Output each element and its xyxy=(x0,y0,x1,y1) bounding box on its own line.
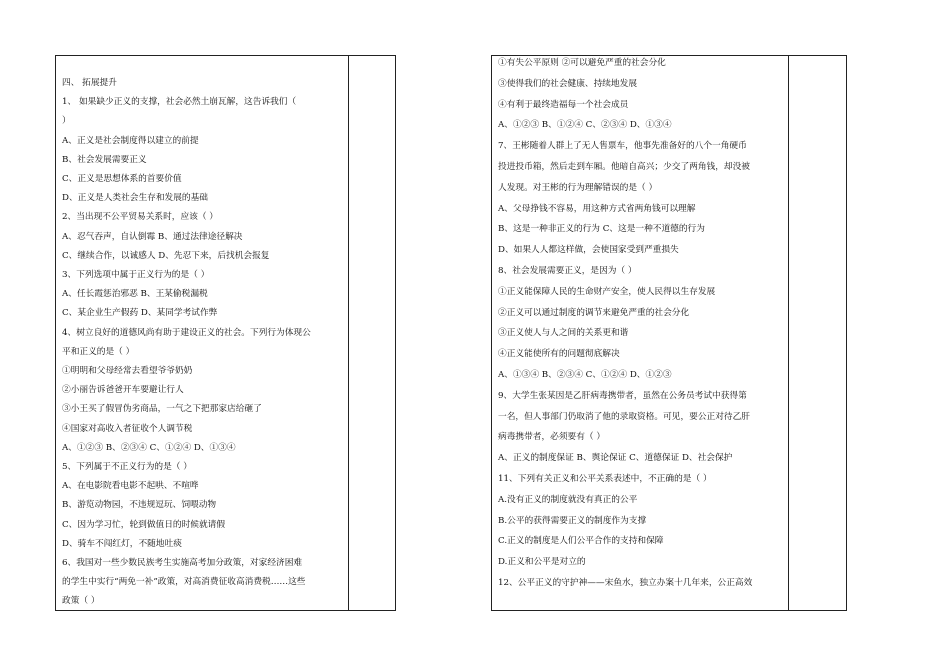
text-line: A、父母挣钱不容易，用这种方式省两角钱可以理解 xyxy=(498,203,696,214)
text-line: B、这是一种非正义的行为 C、这是一种不道德的行为 xyxy=(498,224,705,235)
text-line: ④正义能使所有的问题彻底解决 xyxy=(498,349,620,360)
text-line: 11、下列有关正义和公平关系表述中，不正确的是（ ） xyxy=(498,474,712,484)
text-line: 四、 拓展提升 xyxy=(62,78,117,88)
text-line: B、社会发展需要正义 xyxy=(62,154,147,165)
text-line: ） xyxy=(62,116,71,127)
text-line: ②正义可以通过制度的调节来避免严重的社会分化 xyxy=(498,307,690,318)
text-line: 2、当出现不公平贸易关系时，应该（ ） xyxy=(62,212,218,223)
text-line: A、正义的制度保证 B、舆论保证 C、道德保证 D、社会保护 xyxy=(498,453,733,464)
left-page xyxy=(55,55,396,611)
text-line: C、因为学习忙，轮到做值日的时候就请假 xyxy=(62,519,226,530)
text-line: ③使得我们的社会健康、持续地发展 xyxy=(498,78,637,89)
text-line: 8、社会发展需要正义，是因为（ ） xyxy=(498,266,637,276)
text-line: ①明明和父母经常去看望爷爷奶奶 xyxy=(62,366,193,376)
text-line: 一名，但人事部门仍取消了他的录取资格。可见，要公正对待乙肝 xyxy=(498,411,750,422)
text-line: A、①②③ B、①②④ C、②③④ D、①③④ xyxy=(498,120,672,131)
text-line: C、正义是思想体系的首要价值 xyxy=(62,174,182,184)
text-line: 政策（ ） xyxy=(62,596,100,607)
text-line: 平和正义的是（ ） xyxy=(62,346,135,357)
text-line: ③正义使人与人之间的关系更和谐 xyxy=(498,328,629,339)
left-page-margin-column xyxy=(348,56,349,610)
text-line: C、继续合作，以诚感人 D、先忍下来，后找机会报复 xyxy=(62,250,270,261)
text-line: D、骑车不闯红灯，不随地吐痰 xyxy=(62,538,182,549)
text-line: 5、下列属于不正义行为的是（ ） xyxy=(62,462,192,472)
text-line: ①有失公平原则 ②可以避免严重的社会分化 xyxy=(498,58,666,68)
text-line: B、游览动物园，不违规逗玩、饲喂动物 xyxy=(62,500,217,511)
text-line: D.正义和公平是对立的 xyxy=(498,557,586,568)
text-line: C、某企业生产假药 D、某同学考试作弊 xyxy=(62,308,218,319)
text-line: ②小丽告诉爸爸开车要避让行人 xyxy=(62,385,184,396)
text-line: A、忍气吞声，自认倒霉 B、通过法律途径解决 xyxy=(62,231,243,242)
right-page xyxy=(491,55,847,611)
text-line: 的学生中实行“两免一补”政策，对高消费征收高消费税……这些 xyxy=(62,577,306,588)
text-line: 4、树立良好的道德风尚有助于建设正义的社会。下列行为体现公 xyxy=(62,327,311,338)
text-line: ④有利于最终造福每一个社会成员 xyxy=(498,99,629,110)
text-line: 病毒携带者，必须要有（ ） xyxy=(498,432,606,443)
text-line: A、在电影院看电影不起哄、不喧哗 xyxy=(62,481,199,492)
text-line: A、①②③ B、②③④ C、①②④ D、①③④ xyxy=(62,442,236,453)
text-line: 1、 如果缺少正义的支撑，社会必然土崩瓦解，这告诉我们（ xyxy=(62,97,297,108)
text-line: C.正义的制度是人们公平合作的支持和保障 xyxy=(498,536,664,547)
text-line: 12、公平正义的守护神——宋鱼水，独立办案十几年来，公正高效 xyxy=(498,578,753,588)
text-line: ④国家对高收入者征收个人调节税 xyxy=(62,423,193,434)
text-line: ③小王买了假冒伪劣商品，一气之下把那家店给砸了 xyxy=(62,404,262,415)
text-line: 人发现。对王彬的行为理解错误的是（ ） xyxy=(498,182,658,193)
text-line: D、如果人人都这样做，会使国家受到严重损失 xyxy=(498,245,679,256)
text-line: B.公平的获得需要正义的制度作为支撑 xyxy=(498,515,647,526)
text-line: A、任长霞惩治邪恶 B、王某偷税漏税 xyxy=(62,289,208,300)
right-page-margin-column xyxy=(788,56,789,610)
text-line: D、正义是人类社会生存和发展的基础 xyxy=(62,193,208,204)
text-line: A.没有正义的制度就没有真正的公平 xyxy=(498,494,638,505)
text-line: ①正义能保障人民的生命财产安全，使人民得以生存发展 xyxy=(498,286,716,297)
text-line: 3、下列选项中属于正义行为的是（ ） xyxy=(62,270,210,280)
text-line: 6、我国对一些少数民族考生实施高考加分政策，对家经济困难 xyxy=(62,558,303,568)
text-line: A、正义是社会制度得以建立的前提 xyxy=(62,135,199,146)
text-line: 9、大学生张某因是乙肝病毒携带者，虽然在公务员考试中获得第 xyxy=(498,390,747,401)
text-line: 投进投币箱，然后走到车厢。他暗自高兴；少交了两角钱，却没被 xyxy=(498,162,750,172)
text-line: A、①③④ B、②③④ C、①②④ D、①②③ xyxy=(498,370,672,380)
text-line: 7、王彬随着人群上了无人售票车，他事先准备好的八个一角硬币 xyxy=(498,141,747,152)
